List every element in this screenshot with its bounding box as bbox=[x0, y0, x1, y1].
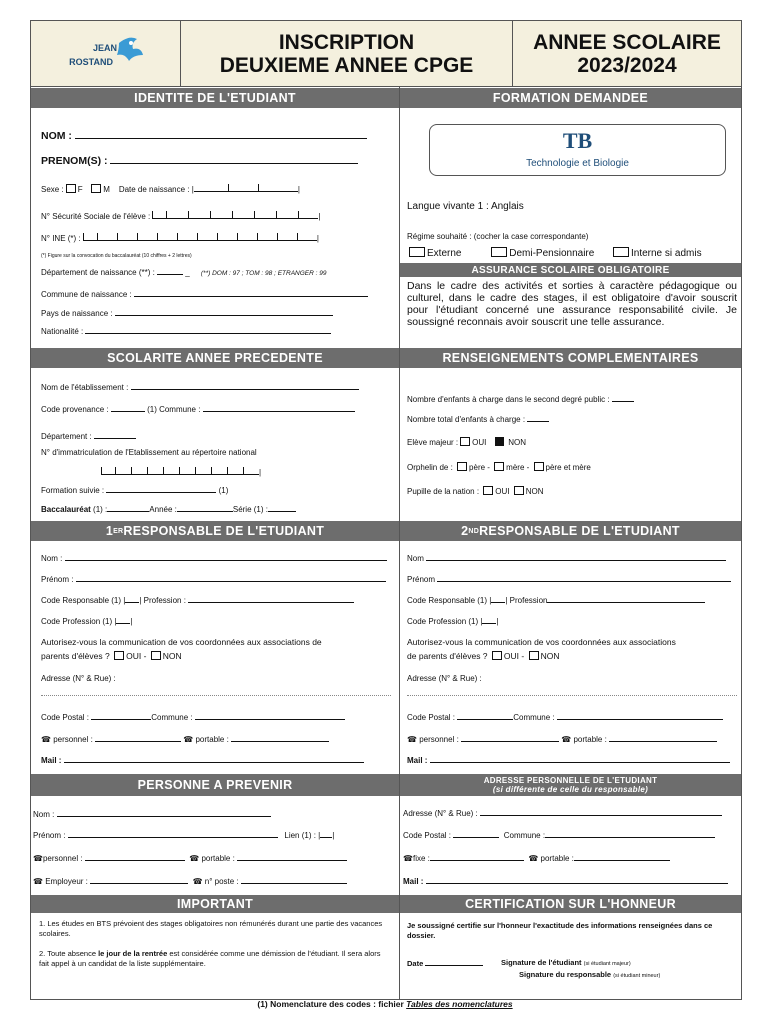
footer-note: (1) Nomenclature des codes : fichier Tables des nomenclatures bbox=[257, 999, 513, 1009]
certification-text: Je soussigné certifie sur l'honneur l'exactitude des informations renseignées dans ce dossier. bbox=[407, 921, 713, 940]
ine-field[interactable]: N° INE (*) : | bbox=[41, 234, 319, 243]
secu-field[interactable]: N° Sécurité Sociale de l'élève : | bbox=[41, 212, 321, 221]
section-resp1-title: 1 ER RESPONSABLE DE L'ETUDIANT bbox=[31, 521, 399, 541]
dept-naissance-field[interactable]: Département de naissance (**) : _ (**) DOM : 97 ; TOM : 98 ; ETRANGER : 99 bbox=[41, 268, 327, 277]
resp1-code-responsable-field[interactable]: Code Responsable (1) | | Profession : bbox=[41, 595, 354, 606]
pays-naissance-field[interactable]: Pays de naissance : bbox=[41, 308, 333, 319]
section-resp2-title: 2 ND RESPONSABLE DE L'ETUDIANT bbox=[400, 521, 741, 541]
adresse-perso-cp-field[interactable]: Code Postal : Commune : bbox=[403, 830, 715, 841]
phone-icon: ☎ bbox=[189, 854, 200, 863]
form-title: INSCRIPTION DEUXIEME ANNEE CPGE bbox=[181, 21, 513, 87]
resp1-cp-field[interactable]: Code Postal : Commune : bbox=[41, 712, 345, 723]
regime-externe-checkbox[interactable] bbox=[409, 247, 425, 257]
phone-icon: ☎ bbox=[528, 854, 539, 863]
section-formation-title: FORMATION DEMANDEE bbox=[400, 88, 741, 108]
resp1-nom-field[interactable]: Nom : bbox=[41, 553, 387, 564]
immatriculation-field[interactable]: | bbox=[101, 467, 261, 478]
header bbox=[31, 21, 741, 87]
adresse-perso-field[interactable]: Adresse (N° & Rue) : bbox=[403, 808, 722, 819]
phone-icon: ☎ bbox=[41, 735, 51, 744]
resp2-mail-field[interactable]: Mail : bbox=[407, 755, 730, 766]
resp1-code-profession-field[interactable]: Code Profession (1) | | bbox=[41, 617, 133, 626]
sexe-f-checkbox[interactable] bbox=[66, 184, 76, 193]
resp2-nom-field[interactable]: Nom bbox=[407, 553, 726, 564]
nom-field[interactable]: NOM : bbox=[41, 130, 367, 142]
important-point-2: 2. Toute absence le jour de la rentrée est considérée comme une démission de l'étudiant. Il sera alors fait appel à un candidat de la liste supplémentaire. bbox=[39, 949, 381, 968]
baccalaureat-field[interactable]: Baccalauréat (1) : Année : Série (1) : bbox=[41, 504, 296, 515]
phone-icon: ☎ bbox=[183, 735, 194, 744]
section-certification-title: CERTIFICATION SUR L'HONNEUR bbox=[400, 895, 741, 913]
resp2-code-profession-field[interactable]: Code Profession (1) | | bbox=[407, 617, 499, 626]
prevenir-tel-field[interactable]: ☎personnel : ☎ portable : bbox=[33, 853, 347, 864]
section-identite-title: IDENTITE DE L'ETUDIANT bbox=[31, 88, 399, 108]
orphelin-pere-mere-checkbox[interactable] bbox=[534, 462, 544, 471]
prevenir-nom-field[interactable]: Nom : bbox=[33, 809, 271, 820]
eleve-majeur-field[interactable]: Elève majeur : OUI NON bbox=[407, 438, 527, 447]
svg-text:JEAN: JEAN bbox=[92, 43, 117, 53]
immatriculation-label: N° d'immatriculation de l'Etablissement au répertoire national bbox=[41, 448, 257, 457]
regime-label: Régime souhaité : (cocher la case correspondante) bbox=[407, 232, 589, 241]
assurance-text: Dans le cadre des activités et sorties à caractère pédagogique ou culturel, dans le cadre des stages, il est obligatoire d'avoir souscrit pour l'étudiant concerné une assurance responsabilité civile. Je soussigné reconnais avoir souscrit une telle assurance. bbox=[407, 280, 737, 328]
sexe-field[interactable]: Sexe : F M Date de naissance : | | bbox=[41, 185, 300, 194]
adresse-perso-tel-field[interactable]: ☎fixe : ☎ portable : bbox=[403, 853, 670, 864]
etablissement-field[interactable]: Nom de l'établissement : bbox=[41, 382, 359, 393]
majeur-non-checkbox[interactable] bbox=[495, 437, 504, 446]
prevenir-employeur-field[interactable]: ☎ Employeur : ☎ n° poste : bbox=[33, 876, 347, 887]
section-prevenir-title: PERSONNE A PREVENIR bbox=[31, 774, 399, 796]
regime-interne-checkbox[interactable] bbox=[613, 247, 629, 257]
orphelin-mere-checkbox[interactable] bbox=[494, 462, 504, 471]
regime-options[interactable]: Externe Demi-Pensionnaire Interne si admis bbox=[407, 247, 702, 260]
orphelin-field[interactable]: Orphelin de : père - mère - père et mère bbox=[407, 463, 591, 472]
phone-icon: ☎ bbox=[561, 735, 572, 744]
phone-icon: ☎ bbox=[33, 854, 43, 863]
enfants-second-degre-field[interactable]: Nombre d'enfants à charge dans le second degré public : bbox=[407, 394, 634, 405]
resp2-prenom-field[interactable]: Prénom bbox=[407, 574, 731, 585]
resp2-oui-checkbox[interactable] bbox=[492, 651, 502, 660]
resp2-adresse-line[interactable] bbox=[407, 695, 737, 696]
section-adresse-perso-title: ADRESSE PERSONNELLE DE L'ETUDIANT (si différente de celle du responsable) bbox=[400, 774, 741, 796]
phone-icon: ☎ bbox=[407, 735, 417, 744]
formation-tb-box: TB Technologie et Biologie bbox=[429, 124, 726, 176]
adresse-perso-mail-field[interactable]: Mail : bbox=[403, 876, 728, 887]
pupille-field[interactable]: Pupille de la nation : OUI NON bbox=[407, 487, 544, 496]
code-provenance-field[interactable]: Code provenance : (1) Commune : bbox=[41, 404, 355, 415]
section-renseignements-title: RENSEIGNEMENTS COMPLEMENTAIRES bbox=[400, 348, 741, 368]
nationalite-field[interactable]: Nationalité : bbox=[41, 326, 331, 337]
prenom-field[interactable]: PRENOM(S) : bbox=[41, 155, 358, 167]
svg-text:ROSTAND: ROSTAND bbox=[69, 57, 113, 67]
column-divider bbox=[399, 87, 400, 1000]
formation-suivie-field[interactable]: Formation suivie : (1) bbox=[41, 486, 229, 495]
pupille-oui-checkbox[interactable] bbox=[483, 486, 493, 495]
resp1-parents-field[interactable]: parents d'élèves ? OUI - NON bbox=[41, 651, 182, 661]
pupille-non-checkbox[interactable] bbox=[514, 486, 524, 495]
resp1-adresse-label: Adresse (N° & Rue) : bbox=[41, 674, 116, 683]
school-year: ANNEE SCOLAIRE 2023/2024 bbox=[533, 31, 721, 77]
phone-icon: ☎ bbox=[192, 877, 203, 886]
certification-date-field[interactable]: Date bbox=[407, 958, 483, 969]
resp2-tel-field[interactable]: ☎ personnel : ☎ portable : bbox=[407, 734, 717, 745]
frog-logo-icon bbox=[31, 21, 181, 87]
resp2-parents-field[interactable]: de parents d'élèves ? OUI - NON bbox=[407, 651, 560, 661]
resp2-non-checkbox[interactable] bbox=[529, 651, 539, 660]
resp1-tel-field[interactable]: ☎ personnel : ☎ portable : bbox=[41, 734, 329, 745]
orphelin-pere-checkbox[interactable] bbox=[457, 462, 467, 471]
phone-icon: ☎ bbox=[403, 854, 413, 863]
resp2-autorise-label: Autorisez-vous la communication de vos coordonnées aux associations bbox=[407, 637, 676, 647]
form-sheet bbox=[30, 20, 742, 1000]
important-point-1: 1. Les études en BTS prévoient des stages obligatoires non rémunérés durant une partie des vacances scolaires. bbox=[39, 919, 383, 938]
resp1-mail-field[interactable]: Mail : bbox=[41, 755, 364, 766]
majeur-oui-checkbox[interactable] bbox=[460, 437, 470, 446]
resp2-code-responsable-field[interactable]: Code Responsable (1) | | Profession bbox=[407, 595, 705, 606]
school-logo bbox=[31, 21, 181, 87]
commune-naissance-field[interactable]: Commune de naissance : bbox=[41, 289, 368, 300]
enfants-total-field[interactable]: Nombre total d'enfants à charge : bbox=[407, 414, 549, 425]
section-scolarite-title: SCOLARITE ANNEE PRECEDENTE bbox=[31, 348, 399, 368]
langue-vivante: Langue vivante 1 : Anglais bbox=[407, 201, 524, 212]
signature-etudiant[interactable]: Signature de l'étudiant (si étudiant majeur) bbox=[501, 958, 631, 967]
section-assurance-title: ASSURANCE SCOLAIRE OBLIGATOIRE bbox=[400, 263, 741, 277]
resp2-adresse-label: Adresse (N° & Rue) : bbox=[407, 674, 482, 683]
resp1-non-checkbox[interactable] bbox=[151, 651, 161, 660]
ine-note: (*) Figure sur la convocation du baccalauréat (10 chiffres + 2 lettres) bbox=[41, 253, 192, 259]
resp2-cp-field[interactable]: Code Postal : Commune : bbox=[407, 712, 723, 723]
resp1-autorise-label: Autorisez-vous la communication de vos coordonnées aux associations de bbox=[41, 637, 322, 647]
phone-icon: ☎ bbox=[33, 877, 43, 886]
departement-field[interactable]: Département : bbox=[41, 431, 136, 442]
section-important-title: IMPORTANT bbox=[31, 895, 399, 913]
regime-demi-checkbox[interactable] bbox=[491, 247, 507, 257]
prevenir-prenom-field[interactable]: Prénom : Lien (1) : | | bbox=[33, 831, 335, 840]
resp1-oui-checkbox[interactable] bbox=[114, 651, 124, 660]
signature-responsable[interactable]: Signature du responsable (si étudiant mineur) bbox=[519, 970, 661, 979]
resp1-adresse-line[interactable] bbox=[41, 695, 391, 696]
sexe-m-checkbox[interactable] bbox=[91, 184, 101, 193]
resp1-prenom-field[interactable]: Prénom : bbox=[41, 574, 386, 585]
nomenclature-link[interactable]: Tables des nomenclatures bbox=[406, 999, 513, 1009]
